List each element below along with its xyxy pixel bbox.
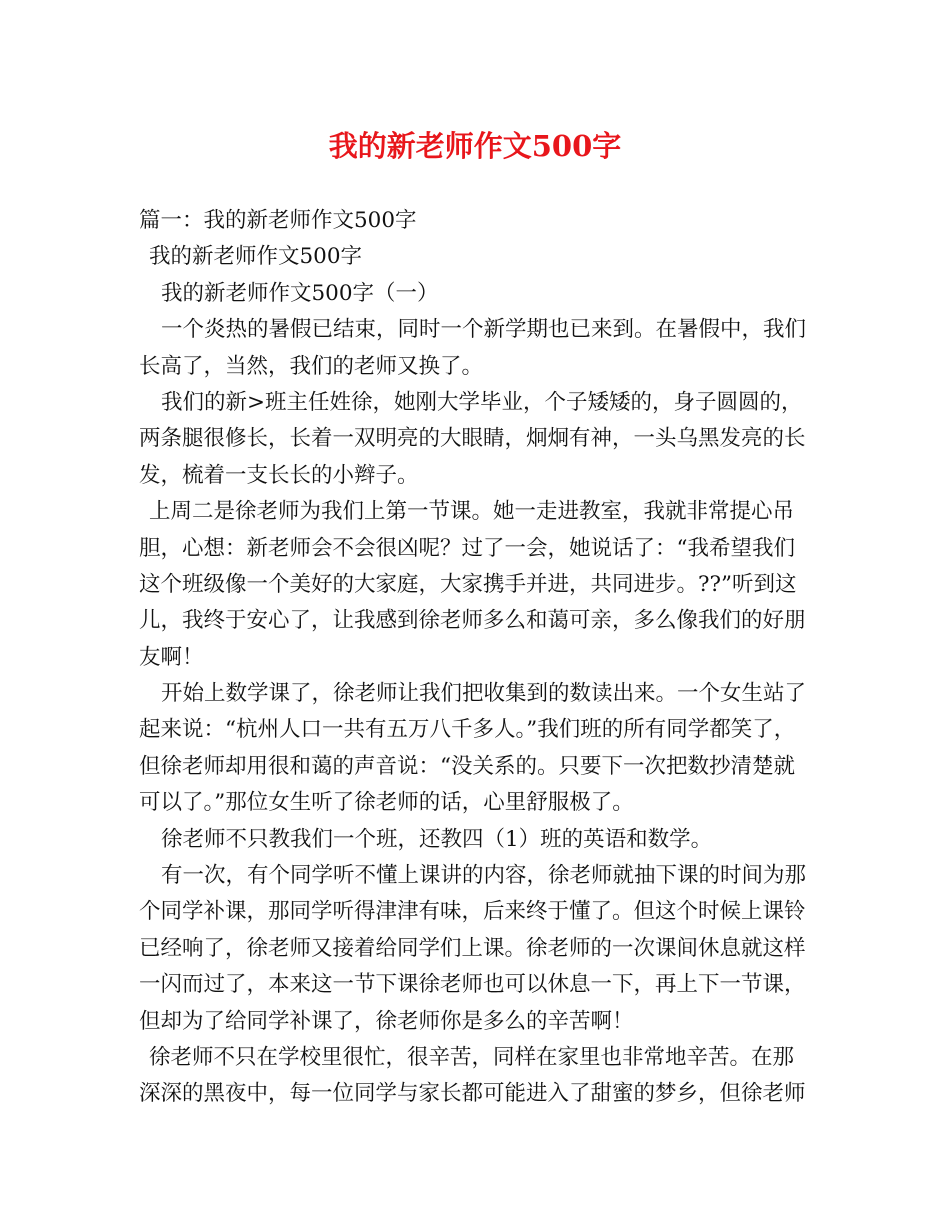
document-title: 我的新老师作文500字: [328, 129, 622, 163]
text-line: 已经响了，徐老师又接着给同学们上课。徐老师的一次课间休息就这样: [139, 935, 806, 961]
text-line: 起来说：“杭州人口一共有五万八千多人。”我们班的所有同学都笑了，: [139, 717, 796, 743]
text-line: 儿，我终于安心了，让我感到徐老师多么和蔼可亲，多么像我们的好朋: [139, 608, 806, 634]
text-line: 但却为了给同学补课了，徐老师你是多么的辛苦啊！: [139, 1008, 634, 1034]
text-line: 但徐老师却用很和蔼的声音说：“没关系的。只要下一次把数抄清楚就: [139, 753, 795, 779]
text-line: 一个炎热的暑假已结束，同时一个新学期也已来到。在暑假中，我们: [161, 317, 807, 343]
text-line: 长高了，当然，我们的老师又换了。: [139, 353, 484, 379]
text-line: 可以了。”那位女生听了徐老师的话，心里舒服极了。: [139, 790, 634, 816]
text-line: 篇一：我的新老师作文500字: [139, 208, 417, 233]
text-line: 有一次，有个同学听不懂上课讲的内容，徐老师就抽下课的时间为那: [161, 863, 807, 889]
text-line: 发，梳着一支长长的小辫子。: [139, 462, 419, 488]
text-line: 徐老师不只在学校里很忙，很辛苦，同样在家里也非常地辛苦。在那: [149, 1044, 795, 1070]
text-line: 上周二是徐老师为我们上第一节课。她一走进教室，我就非常提心吊: [149, 499, 795, 525]
text-line: 深深的黑夜中，每一位同学与家长都可能进入了甜蜜的梦乡，但徐老师: [139, 1081, 806, 1107]
text-line: 开始上数学课了，徐老师让我们把收集到的数读出来。一个女生站了: [161, 681, 807, 707]
text-line: 一闪而过了，本来这一节下课徐老师也可以休息一下，再上下一节课，: [139, 972, 806, 998]
text-line: 友啊！: [139, 644, 204, 670]
text-line: 我的新老师作文500字（一）: [161, 280, 439, 306]
document-body: [139, 203, 815, 1113]
text-line: 个同学补课，那同学听得津津有味，后来终于懂了。但这个时候上课铃: [139, 899, 806, 925]
text-line: 两条腿很修长，长着一双明亮的大眼睛，炯炯有神，一头乌黑发亮的长: [139, 426, 806, 452]
text-line: 胆，心想：新老师会不会很凶呢？过了一会，她说话了：“我希望我们: [139, 535, 795, 561]
text-line: 我的新老师作文500字: [149, 244, 363, 270]
text-line: 我们的新>班主任姓徐，她刚大学毕业，个子矮矮的，身子圆圆的，: [161, 389, 803, 415]
text-line: 徐老师不只教我们一个班，还教四（1）班的英语和数学。: [161, 826, 713, 852]
text-line: 这个班级像一个美好的大家庭，大家携手并进，共同进步。??”听到这: [139, 571, 797, 597]
